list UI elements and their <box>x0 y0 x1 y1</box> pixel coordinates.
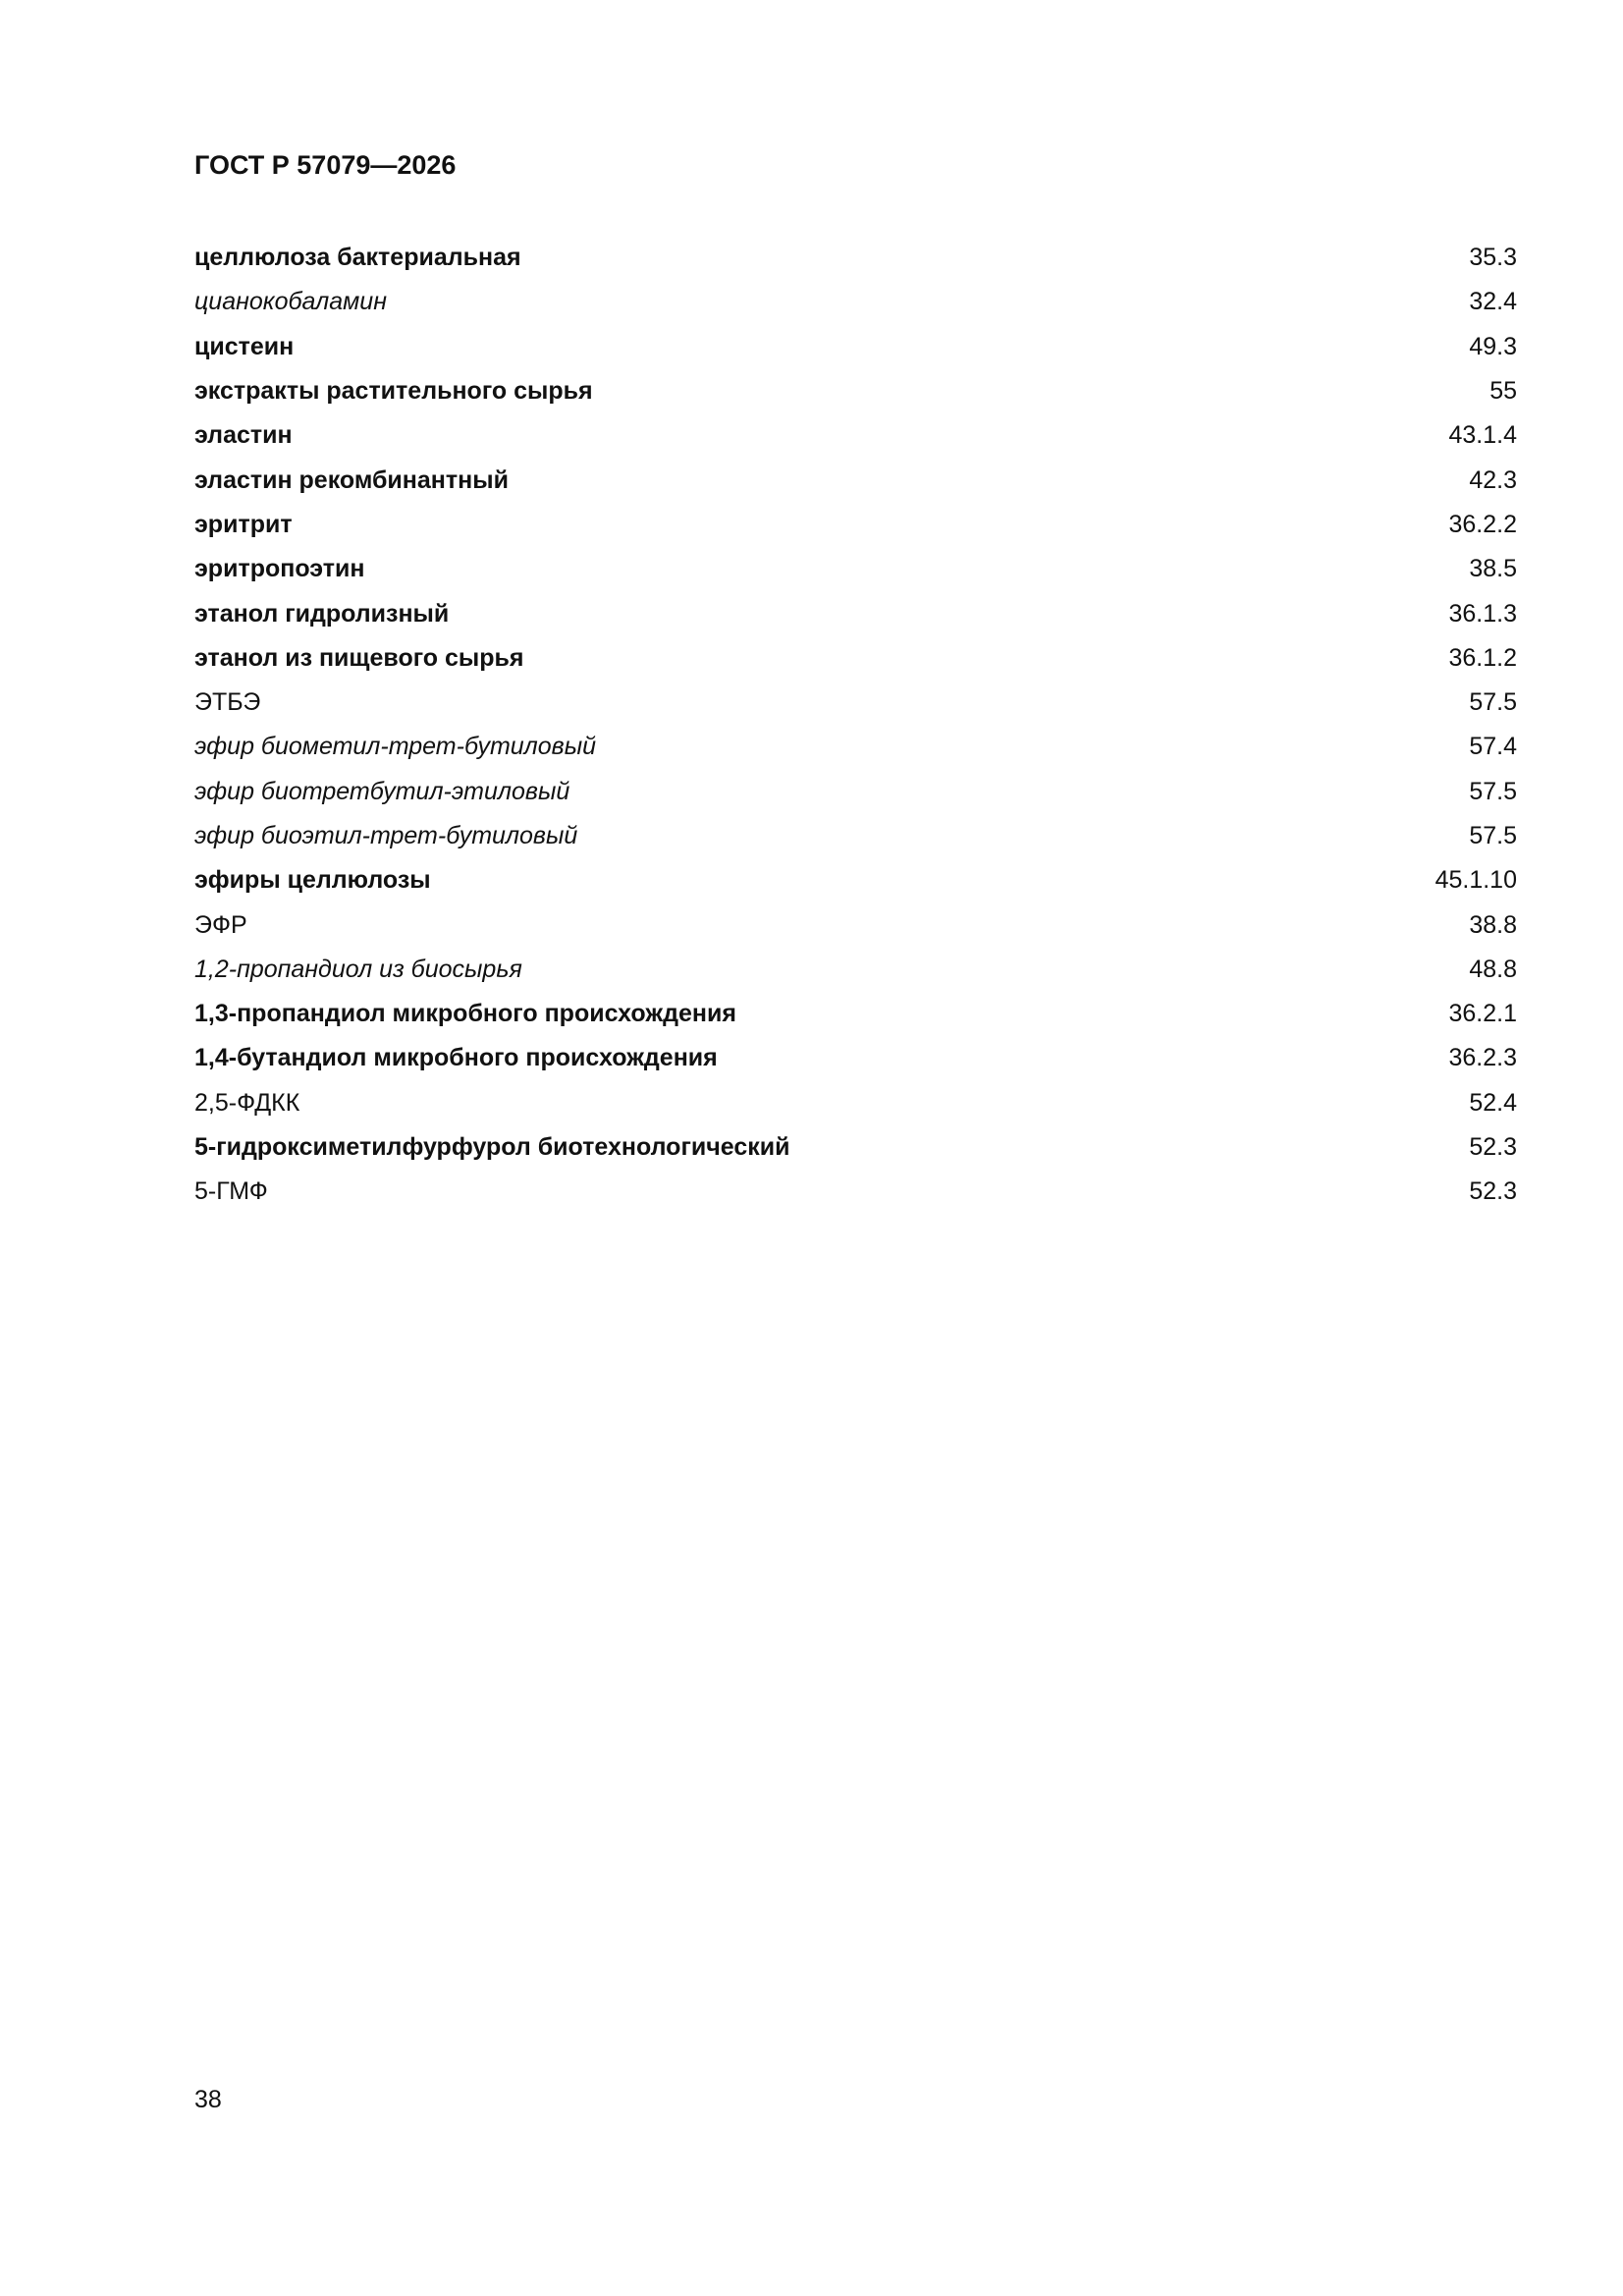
index-entry <box>194 591 1517 635</box>
index-term: эластин рекомбинантный <box>194 465 509 494</box>
index-entry <box>194 681 1517 725</box>
alphabetical-index <box>194 236 1517 1215</box>
index-term: цианокобаламин <box>194 288 387 316</box>
index-entry <box>194 325 1517 369</box>
index-term: 2,5-ФДКК <box>194 1088 300 1117</box>
index-term: 5-гидроксиметилфурфурол биотехнологический <box>194 1133 790 1162</box>
index-term: эфир биоэтил-трет-бутиловый <box>194 822 578 849</box>
index-entry <box>194 280 1517 324</box>
index-term: этанол из пищевого сырья <box>194 643 524 672</box>
index-reference: 36.1.2 <box>1448 643 1517 672</box>
document-header: ГОСТ Р 57079—2026 <box>194 150 457 180</box>
index-entry <box>194 948 1517 992</box>
index-reference: 57.5 <box>1469 688 1517 717</box>
index-reference: 52.3 <box>1469 1133 1517 1162</box>
index-term: эфир биометил-трет-бутиловый <box>194 733 597 761</box>
index-entry <box>194 858 1517 902</box>
index-term: ЭФР <box>194 910 247 939</box>
index-reference: 49.3 <box>1469 332 1517 360</box>
index-reference: 42.3 <box>1469 465 1517 494</box>
index-reference: 38.8 <box>1469 910 1517 939</box>
index-reference: 43.1.4 <box>1448 421 1517 450</box>
index-entry <box>194 725 1517 769</box>
index-term: 1,4-бутандиол микробного происхождения <box>194 1044 718 1072</box>
index-entry <box>194 902 1517 947</box>
index-entry <box>194 503 1517 547</box>
index-entry <box>194 1036 1517 1080</box>
index-term: цистеин <box>194 332 295 360</box>
index-term: эластин <box>194 421 293 450</box>
index-entry <box>194 413 1517 458</box>
index-term: экстракты растительного сырья <box>194 377 593 406</box>
index-reference: 36.2.2 <box>1448 510 1517 538</box>
index-entry <box>194 814 1517 858</box>
index-term: ЭТБЭ <box>194 688 261 717</box>
index-reference: 45.1.10 <box>1434 866 1517 895</box>
index-term: этанол гидролизный <box>194 599 450 628</box>
index-entry <box>194 458 1517 502</box>
index-reference: 38.5 <box>1469 555 1517 583</box>
index-entry <box>194 547 1517 591</box>
index-term: эфиры целлюлозы <box>194 866 431 895</box>
index-reference: 36.2.3 <box>1448 1044 1517 1072</box>
index-reference: 57.4 <box>1469 733 1517 761</box>
index-term: 1,2-пропандиол из биосырья <box>194 955 522 983</box>
index-entry <box>194 1170 1517 1214</box>
index-reference: 32.4 <box>1469 288 1517 316</box>
index-reference: 48.8 <box>1469 955 1517 983</box>
index-term: целлюлоза бактериальная <box>194 244 521 272</box>
page-number: 38 <box>194 2086 222 2113</box>
index-entry <box>194 770 1517 814</box>
index-entry <box>194 1125 1517 1170</box>
index-reference: 36.1.3 <box>1448 599 1517 628</box>
index-term: 5-ГМФ <box>194 1177 268 1206</box>
index-reference: 52.4 <box>1469 1088 1517 1117</box>
index-term: 1,3-пропандиол микробного происхождения <box>194 1000 736 1028</box>
index-entry <box>194 992 1517 1036</box>
index-entry <box>194 636 1517 681</box>
index-reference: 55 <box>1489 377 1517 406</box>
index-entry <box>194 369 1517 413</box>
index-term: эритропоэтин <box>194 555 365 583</box>
index-term: эритрит <box>194 510 293 538</box>
index-reference: 52.3 <box>1469 1177 1517 1206</box>
index-entry <box>194 1081 1517 1125</box>
index-term: эфир биотретбутил-этиловый <box>194 777 570 805</box>
index-reference: 36.2.1 <box>1448 1000 1517 1028</box>
index-reference: 57.5 <box>1469 822 1517 849</box>
index-reference: 35.3 <box>1469 244 1517 272</box>
index-reference: 57.5 <box>1469 777 1517 805</box>
index-entry <box>194 236 1517 280</box>
